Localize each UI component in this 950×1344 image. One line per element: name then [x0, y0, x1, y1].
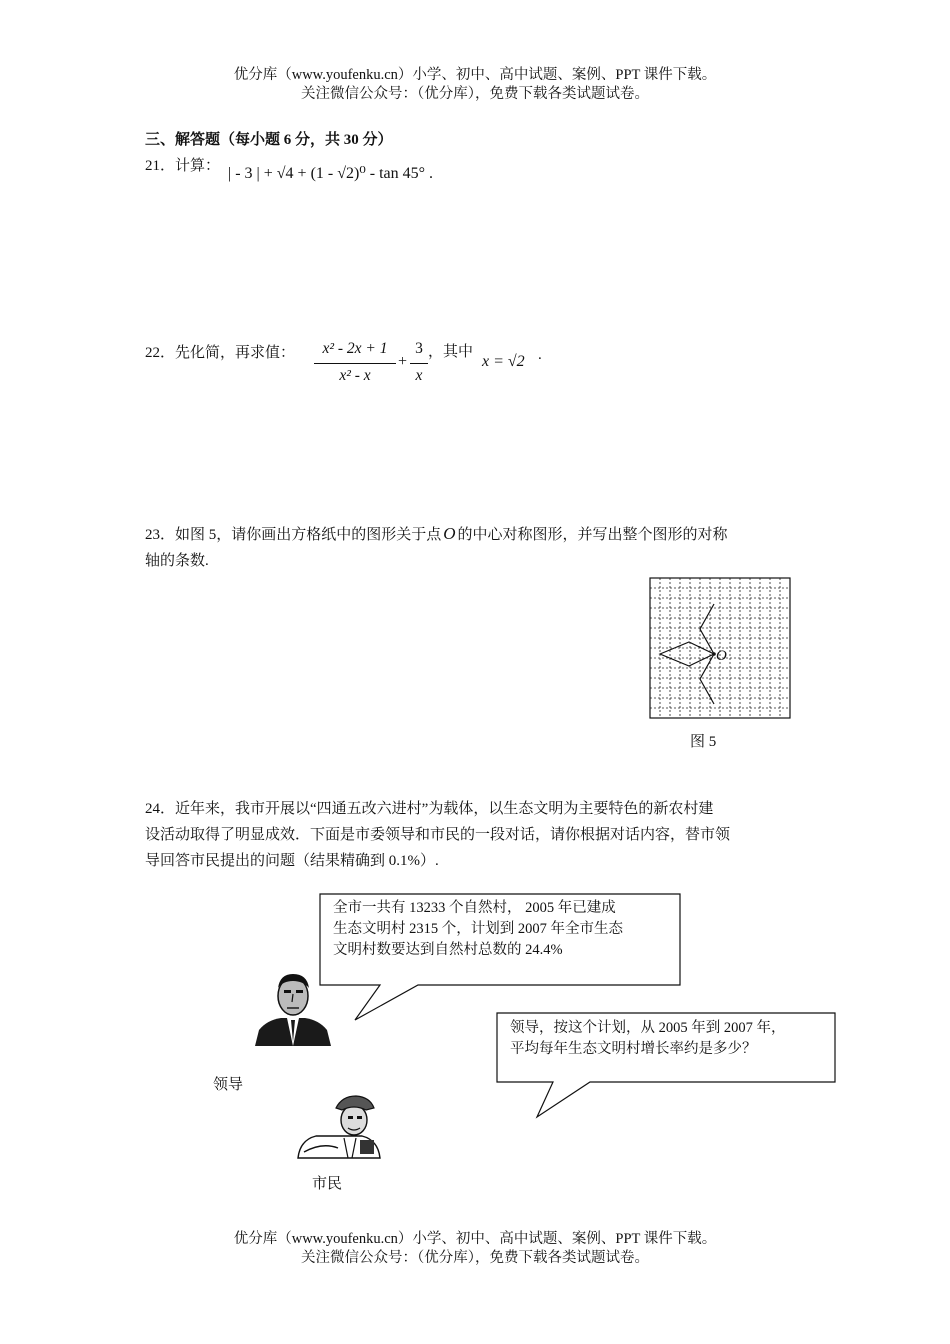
q22-fraction2-bar — [410, 363, 428, 364]
q22-fraction1-numerator: x² - 2x + 1 — [322, 340, 388, 357]
question-22 — [145, 340, 810, 366]
q22-fraction1-bar — [314, 363, 396, 364]
leader-illustration — [253, 968, 333, 1048]
footer-line-2: 关注微信公众号：（优分库），免费下载各类试题试卷。 — [301, 1250, 649, 1266]
q22-prefix: 22．先化简，再求值： — [145, 345, 296, 361]
leader-bubble-text — [333, 898, 678, 961]
q23-text-line2: 轴的条数. — [145, 553, 209, 569]
q22-condition: x = √2 — [482, 353, 525, 370]
q23-point-label: O — [443, 524, 456, 543]
q22-middle: ，其中 — [428, 344, 474, 360]
q24-line-1: 24．近年来，我市开展以“四通五改六进村”为载体，以生态文明为主要特色的新农村建 — [145, 801, 714, 817]
figure-5-caption: 图 5 — [690, 734, 717, 750]
footer-line-1: 优分库（www.youfenku.cn）小学、初中、高中试题、案例、PPT 课件下载。 — [233, 1231, 717, 1247]
figure-5-grid — [645, 575, 797, 725]
figure-point-label: O — [716, 648, 727, 664]
citizen-illustration — [296, 1094, 382, 1160]
header-line-1: 优分库（www.youfenku.cn）小学、初中、高中试题、案例、PPT 课件下载。 — [233, 67, 717, 83]
q22-end: . — [538, 347, 542, 363]
leader-bubble-line-3: 文明村数要达到自然村总数的 24.4% — [333, 942, 563, 958]
section-title: 三、解答题（每小题 6 分，共 30 分） — [145, 132, 393, 148]
question-23 — [145, 521, 810, 574]
q24-line-2: 设活动取得了明显成效．下面是市委领导和市民的一段对话，请你根据对话内容，替市领 — [145, 827, 731, 843]
leader-label: 领导 — [213, 1077, 244, 1093]
q22-fraction1-denominator: x² - x — [339, 367, 371, 384]
page-footer — [0, 1230, 950, 1268]
header-line-2: 关注微信公众号：（优分库），免费下载各类试题试卷。 — [301, 86, 649, 102]
q21-prefix: 21．计算： — [145, 158, 221, 174]
q23-text-part2: 的中心对称图形，并写出整个图形的对称 — [457, 527, 728, 543]
citizen-bubble-line-1: 领导，按这个计划，从 2005 年到 2007 年， — [510, 1020, 786, 1036]
citizen-bubble-text — [510, 1018, 835, 1060]
question-24 — [145, 796, 810, 874]
q22-fraction2-numerator: 3 — [415, 340, 423, 357]
q24-line-3: 导回答市民提出的问题（结果精确到 0.1%）. — [145, 853, 439, 869]
rhombus-shape — [660, 642, 714, 666]
citizen-bubble-line-2: 平均每年生态文明村增长率约是多少？ — [510, 1041, 757, 1057]
zigzag-shape — [700, 604, 714, 704]
leader-bubble-line-2: 生态文明村 2315 个，计划到 2007 年全市生态 — [333, 921, 623, 937]
q21-expression: | - 3 | + √4 + (1 - √2)⁰ - tan 45° . — [228, 165, 434, 182]
q23-text-part1: 23．如图 5，请你画出方格纸中的图形关于点 — [145, 527, 442, 543]
citizen-label: 市民 — [312, 1176, 343, 1192]
page-header — [0, 66, 950, 104]
q22-fraction2-denominator: x — [415, 367, 423, 384]
q22-plus: + — [398, 353, 408, 370]
leader-bubble-line-1: 全市一共有 13233 个自然村， 2005 年已建成 — [333, 900, 616, 916]
